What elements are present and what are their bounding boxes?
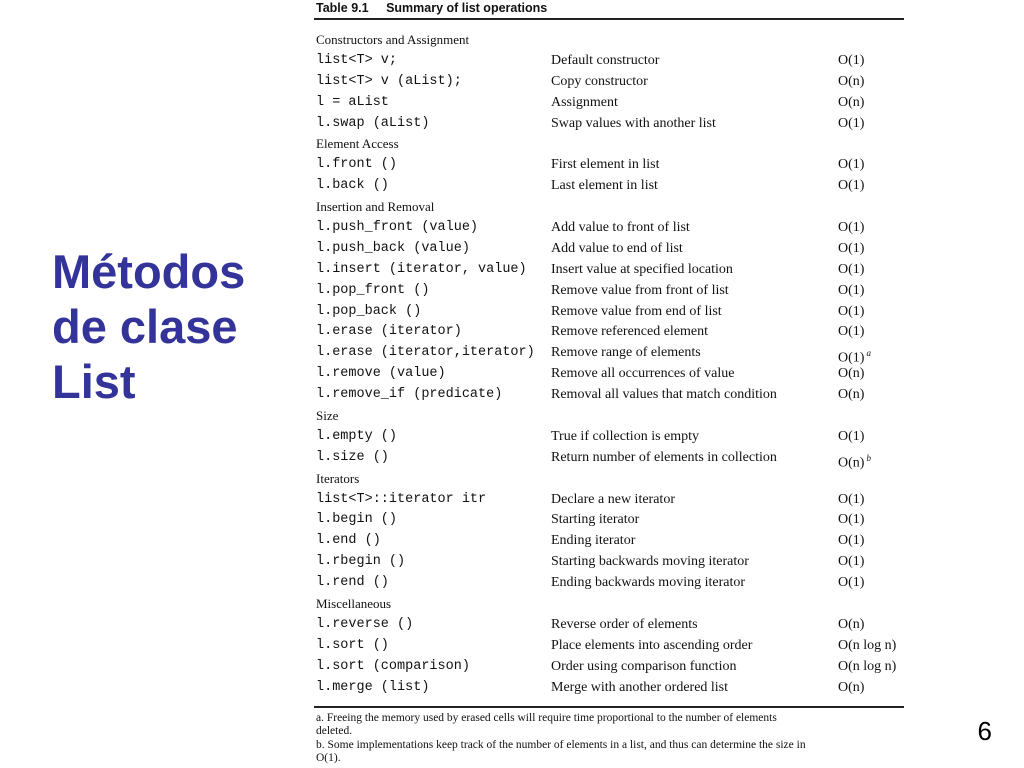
operation-cell: l.merge (list) bbox=[316, 679, 430, 695]
table-caption-text: Summary of list operations bbox=[386, 1, 548, 15]
table-row bbox=[316, 510, 908, 531]
operation-cell: l.reverse () bbox=[316, 616, 414, 632]
description-cell: Return number of elements in collection bbox=[551, 449, 777, 465]
operation-cell: list<T> v (aList); bbox=[316, 73, 462, 89]
section-label: Constructors and Assignment bbox=[316, 32, 470, 47]
slide-title-line: List bbox=[52, 355, 136, 408]
operation-cell: list<T>::iterator itr bbox=[316, 491, 487, 507]
complexity-cell bbox=[838, 573, 864, 594]
operation-cell: l.rbegin () bbox=[316, 554, 406, 570]
description-cell: Copy constructor bbox=[551, 73, 648, 89]
complexity-cell bbox=[838, 531, 864, 552]
complexity-cell bbox=[838, 218, 864, 239]
description-cell: Reverse order of elements bbox=[551, 616, 698, 632]
description-cell: Order using comparison function bbox=[551, 658, 737, 674]
complexity-value: O(n) bbox=[838, 616, 865, 632]
footnote-marker: b bbox=[866, 452, 871, 463]
table-row bbox=[316, 490, 908, 511]
operation-cell: l.pop_front () bbox=[316, 282, 430, 298]
description-cell: Default constructor bbox=[551, 52, 660, 68]
complexity-value: O(n) bbox=[838, 387, 865, 403]
section-label: Iterators bbox=[316, 470, 360, 486]
complexity-value: O(1) bbox=[838, 512, 865, 528]
table-row bbox=[316, 531, 908, 552]
complexity-value: O(1) bbox=[838, 575, 865, 591]
complexity-cell bbox=[838, 155, 864, 176]
operation-cell: l.swap (aList) bbox=[316, 115, 430, 131]
complexity-value: O(1) bbox=[838, 178, 865, 194]
description-cell: Remove value from front of list bbox=[551, 282, 729, 298]
complexity-cell bbox=[838, 510, 864, 531]
description-cell: Last element in list bbox=[551, 178, 658, 194]
description-cell: Ending backwards moving iterator bbox=[551, 575, 746, 591]
table-row bbox=[316, 176, 908, 197]
complexity-value: O(n log n) bbox=[838, 637, 897, 653]
description-cell: Insert value at specified location bbox=[551, 261, 733, 277]
complexity-cell bbox=[838, 72, 864, 93]
table-row bbox=[316, 657, 908, 678]
table-section-header bbox=[316, 469, 908, 490]
complexity-cell bbox=[838, 678, 864, 699]
description-cell: Ending iterator bbox=[551, 533, 636, 549]
complexity-cell bbox=[838, 657, 896, 678]
table-row bbox=[316, 260, 908, 281]
table-footnotes bbox=[316, 712, 806, 766]
description-cell: Remove range of elements bbox=[551, 345, 701, 361]
complexity-value: O(1) bbox=[838, 261, 865, 277]
slide-title-line: de clase bbox=[52, 300, 238, 353]
complexity-cell bbox=[838, 490, 864, 511]
operation-cell: l.remove (value) bbox=[316, 366, 446, 382]
complexity-value: O(1) bbox=[838, 52, 865, 68]
complexity-cell bbox=[838, 176, 864, 197]
slide-title-line: Métodos bbox=[52, 245, 246, 298]
description-cell: Add value to front of list bbox=[551, 220, 690, 236]
complexity-cell bbox=[838, 427, 864, 448]
complexity-cell bbox=[838, 260, 864, 281]
complexity-value: O(n) bbox=[838, 455, 865, 471]
complexity-value: O(n) bbox=[838, 366, 865, 382]
description-cell: Removal all values that match condition bbox=[551, 387, 777, 403]
page-number: 6 bbox=[977, 716, 992, 746]
operation-cell: l.erase (iterator) bbox=[316, 324, 462, 340]
complexity-cell bbox=[838, 114, 864, 135]
complexity-value: O(1) bbox=[838, 282, 865, 298]
table-row bbox=[316, 636, 908, 657]
operation-cell: l.empty () bbox=[316, 428, 398, 444]
list-operations-table bbox=[312, 0, 906, 768]
table-caption bbox=[316, 1, 547, 15]
complexity-value: O(n) bbox=[838, 73, 865, 89]
complexity-value: O(1) bbox=[838, 428, 865, 444]
complexity-cell bbox=[838, 364, 864, 385]
operation-cell: l.insert (iterator, value) bbox=[316, 261, 527, 277]
description-cell: Remove value from end of list bbox=[551, 303, 722, 319]
description-cell: Remove all occurrences of value bbox=[551, 366, 735, 382]
complexity-cell bbox=[838, 615, 864, 636]
footnote-marker: a bbox=[866, 348, 871, 359]
table-bottom-rule bbox=[314, 706, 904, 708]
operation-cell: l.sort (comparison) bbox=[316, 658, 470, 674]
slide-title bbox=[52, 244, 292, 409]
description-cell: Remove referenced element bbox=[551, 324, 709, 340]
complexity-cell bbox=[838, 93, 864, 114]
operation-cell: list<T> v; bbox=[316, 52, 398, 68]
description-cell: First element in list bbox=[551, 157, 660, 173]
footnote-a: a. Freeing the memory used by erased cells will require time proportional to the number of elements deleted. bbox=[316, 712, 777, 737]
table-row bbox=[316, 155, 908, 176]
table-row bbox=[316, 281, 908, 302]
section-label: Miscellaneous bbox=[316, 596, 392, 612]
description-cell: Place elements into ascending order bbox=[551, 637, 753, 653]
table-row bbox=[316, 552, 908, 573]
table-section-header bbox=[316, 406, 908, 427]
table-row bbox=[316, 678, 908, 699]
complexity-value: O(1) bbox=[838, 324, 865, 340]
complexity-value: O(1) bbox=[838, 115, 865, 131]
complexity-value: O(1) bbox=[838, 491, 865, 507]
complexity-value: O(1) bbox=[838, 554, 865, 570]
operation-cell: l.push_front (value) bbox=[316, 220, 479, 236]
description-cell: Merge with another ordered list bbox=[551, 679, 729, 695]
complexity-cell bbox=[838, 636, 896, 657]
table-top-rule bbox=[314, 18, 904, 20]
operation-cell: l.remove_if (predicate) bbox=[316, 387, 503, 403]
operation-cell: l.back () bbox=[316, 178, 389, 194]
table-row bbox=[316, 218, 908, 239]
complexity-value: O(1) bbox=[838, 240, 865, 256]
description-cell: Starting iterator bbox=[551, 512, 640, 528]
table-section-header bbox=[316, 197, 908, 218]
complexity-value: O(1) bbox=[838, 303, 865, 319]
table-number: Table 9.1 bbox=[316, 1, 369, 15]
table-row bbox=[316, 322, 908, 343]
description-cell: Add value to end of list bbox=[551, 240, 683, 256]
table-row bbox=[316, 93, 908, 114]
complexity-value: O(n) bbox=[838, 94, 865, 110]
table-body bbox=[316, 30, 908, 699]
table-row bbox=[316, 51, 908, 72]
description-cell: Declare a new iterator bbox=[551, 491, 675, 507]
operation-cell: l.sort () bbox=[316, 637, 389, 653]
complexity-cell bbox=[838, 281, 864, 302]
table-row bbox=[316, 114, 908, 135]
table-row bbox=[316, 573, 908, 594]
complexity-cell bbox=[838, 552, 864, 573]
table-row bbox=[316, 427, 908, 448]
table-row bbox=[316, 448, 908, 469]
operation-cell: l.push_back (value) bbox=[316, 240, 470, 256]
section-label: Element Access bbox=[316, 136, 399, 152]
operation-cell: l = aList bbox=[316, 94, 389, 110]
table-row bbox=[316, 239, 908, 260]
description-cell: Starting backwards moving iterator bbox=[551, 554, 749, 570]
complexity-value: O(n) bbox=[838, 679, 865, 695]
complexity-value: O(n log n) bbox=[838, 658, 897, 674]
operation-cell: l.pop_back () bbox=[316, 303, 422, 319]
complexity-value: O(1) bbox=[838, 157, 865, 173]
complexity-cell bbox=[838, 51, 864, 72]
table-section-header bbox=[316, 30, 908, 51]
section-label: Insertion and Removal bbox=[316, 199, 435, 215]
table-section-header bbox=[316, 594, 908, 615]
complexity-cell bbox=[838, 302, 864, 323]
table-row bbox=[316, 364, 908, 385]
operation-cell: l.erase (iterator,iterator) bbox=[316, 345, 535, 361]
complexity-value: O(1) bbox=[838, 220, 865, 236]
operation-cell: l.end () bbox=[316, 533, 381, 549]
table-row bbox=[316, 302, 908, 323]
complexity-cell bbox=[838, 239, 864, 260]
table-section-header bbox=[316, 134, 908, 155]
complexity-value: O(1) bbox=[838, 533, 865, 549]
operation-cell: l.rend () bbox=[316, 575, 389, 591]
description-cell: True if collection is empty bbox=[551, 428, 700, 444]
table-row bbox=[316, 343, 908, 367]
table-row bbox=[316, 72, 908, 93]
description-cell: Swap values with another list bbox=[551, 115, 716, 131]
table-row bbox=[316, 385, 908, 406]
section-label: Size bbox=[316, 408, 339, 424]
operation-cell: l.begin () bbox=[316, 512, 398, 528]
footnote-b: b. Some implementations keep track of the number of elements in a list, and thus can determine the size in O(1). bbox=[316, 739, 806, 764]
operation-cell: l.front () bbox=[316, 157, 398, 173]
description-cell: Assignment bbox=[551, 94, 618, 110]
complexity-value: O(1) bbox=[838, 351, 865, 367]
table-row bbox=[316, 615, 908, 636]
complexity-cell bbox=[838, 322, 864, 343]
complexity-cell bbox=[838, 385, 864, 406]
operation-cell: l.size () bbox=[316, 449, 389, 465]
